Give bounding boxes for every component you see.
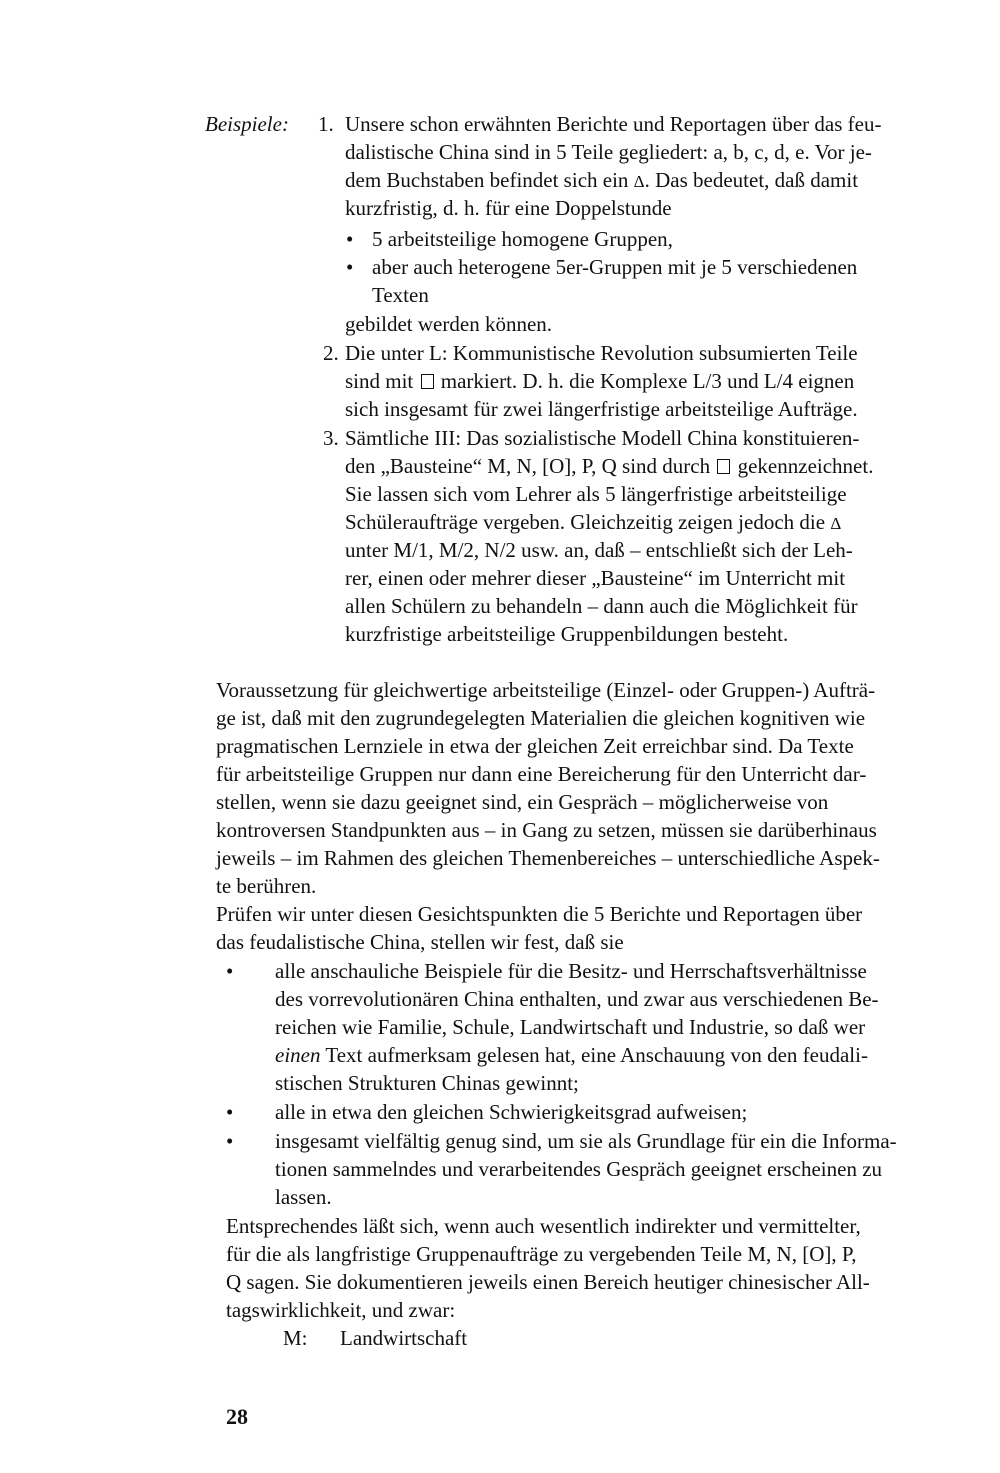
page-number: 28 [226, 1404, 248, 1429]
paragraph-3-line: tagswirklichkeit, und zwar: [226, 1298, 456, 1322]
paragraph-2-line: Prüfen wir unter diesen Gesichtspunkten die 5 Berichte und Reportagen über [216, 902, 863, 926]
example-1-line-2: dalistische China sind in 5 Teile gegliedert: a, b, c, d, e. Vor je- [345, 140, 872, 164]
bullet-2-1-line: reichen wie Familie, Schule, Landwirtschaft und Industrie, so daß wer [275, 1015, 866, 1039]
bullet-2-1-line: des vorrevolutionären China enthalten, und zwar aus verschiedenen Be- [275, 987, 879, 1011]
paragraph-1-line: stellen, wenn sie dazu geeignet sind, ein Gespräch – möglicherweise von [216, 790, 829, 814]
square-symbol [717, 459, 730, 474]
paragraph-1-line: Voraussetzung für gleichwertige arbeitsteilige (Einzel- oder Gruppen-) Aufträ- [216, 678, 876, 702]
example-3-line-1: Sämtliche III: Das sozialistische Modell China konstituieren- [345, 426, 860, 450]
paragraph-2-line: das feudalistische China, stellen wir fest, daß sie [216, 930, 624, 954]
triangle-symbol: Δ [633, 172, 645, 191]
paragraph-1-line: pragmatischen Lernziele in etwa der gleichen Zeit erreichbar sind. Da Texte [216, 734, 854, 758]
bullet-dot: • [346, 227, 354, 251]
example-2-line-3: sich insgesamt für zwei längerfristige arbeitsteilige Aufträge. [345, 397, 858, 421]
example-1-bullet-2-cont: Texten [372, 283, 429, 307]
example-1-line-1: Unsere schon erwähnten Berichte und Reportagen über das feu- [345, 112, 882, 136]
triangle-symbol: Δ [830, 514, 842, 533]
square-symbol [421, 374, 434, 389]
paragraph-1-line: jeweils – im Rahmen des gleichen Themenbereiches – unterschiedliche Aspek- [216, 846, 880, 870]
paragraph-3-line: Q sagen. Sie dokumentieren jeweils einen Bereich heutiger chinesischer All- [226, 1270, 870, 1294]
bullet-2-3-line: insgesamt vielfältig genug sind, um sie als Grundlage für ein die Informa- [275, 1129, 897, 1153]
example-1-bullet-2: aber auch heterogene 5er-Gruppen mit je 5 verschiedenen [372, 255, 858, 279]
example-1-bullet-1: 5 arbeitsteilige homogene Gruppen, [372, 227, 673, 251]
example-3-line-5: unter M/1, M/2, N/2 usw. an, daß – entschließt sich der Leh- [345, 538, 853, 562]
example-number-2: 2. [323, 341, 339, 365]
list-entry-value: Landwirtschaft [340, 1326, 468, 1350]
bullet-2-1-line: alle anschauliche Beispiele für die Besitz- und Herrschaftsverhältnisse [275, 959, 867, 983]
example-1-line-3: dem Buchstaben befindet sich ein Δ. Das bedeutet, daß damit [345, 167, 858, 195]
paragraph-1-line: für arbeitsteilige Gruppen nur dann eine Bereicherung für den Unterricht dar- [216, 762, 867, 786]
paragraph-3-line: für die als langfristige Gruppenaufträge zu vergebenden Teile M, N, [O], P, [226, 1242, 857, 1266]
example-1-closing: gebildet werden können. [345, 312, 553, 336]
paragraph-1-line: ge ist, daß mit den zugrundegelegten Materialien die gleichen kognitiven wie [216, 706, 866, 730]
example-3-line-2: den „Bausteine“ M, N, [O], P, Q sind durch gekennzeichnet. [345, 454, 874, 478]
bullet-dot: • [226, 1100, 234, 1124]
example-3-line-6: rer, einen oder mehrer dieser „Bausteine“ im Unterricht mit [345, 566, 846, 590]
paragraph-1-line: kontroversen Standpunkten aus – in Gang zu setzen, müssen sie darüberhinaus [216, 818, 877, 842]
bullet-2-3-line: lassen. [275, 1185, 332, 1209]
bullet-dot: • [346, 255, 354, 279]
example-3-line-3: Sie lassen sich vom Lehrer als 5 längerfristige arbeitsteilige [345, 482, 847, 506]
example-3-line-8: kurzfristige arbeitsteilige Gruppenbildungen besteht. [345, 622, 789, 646]
bullet-2-1-line: einen Text aufmerksam gelesen hat, eine Anschauung von den feudali- [275, 1043, 868, 1067]
list-entry-key: M: [283, 1326, 308, 1350]
example-3-line-7: allen Schülern zu behandeln – dann auch die Möglichkeit für [345, 594, 858, 618]
bullet-2-2-line: alle in etwa den gleichen Schwierigkeitsgrad aufweisen; [275, 1100, 748, 1124]
emphasis-word: einen [275, 1043, 321, 1067]
example-number-1: 1. [318, 112, 334, 136]
bullet-2-1-line: stischen Strukturen Chinas gewinnt; [275, 1071, 579, 1095]
bullet-2-3-line: tionen sammelndes und verarbeitendes Gespräch geeignet erscheinen zu [275, 1157, 883, 1181]
paragraph-3-line: Entsprechendes läßt sich, wenn auch wesentlich indirekter und vermittelter, [226, 1214, 861, 1238]
example-1-line-4: kurzfristig, d. h. für eine Doppelstunde [345, 196, 672, 220]
example-2-line-1: Die unter L: Kommunistische Revolution subsumierten Teile [345, 341, 858, 365]
paragraph-1-line: te berühren. [216, 874, 317, 898]
example-2-line-2: sind mit markiert. D. h. die Komplexe L/3 und L/4 eignen [345, 369, 855, 393]
bullet-dot: • [226, 959, 234, 983]
examples-label: Beispiele: [205, 112, 289, 136]
example-number-3: 3. [323, 426, 339, 450]
bullet-dot: • [226, 1129, 234, 1153]
example-3-line-4: Schüleraufträge vergeben. Gleichzeitig zeigen jedoch die Δ [345, 509, 841, 537]
